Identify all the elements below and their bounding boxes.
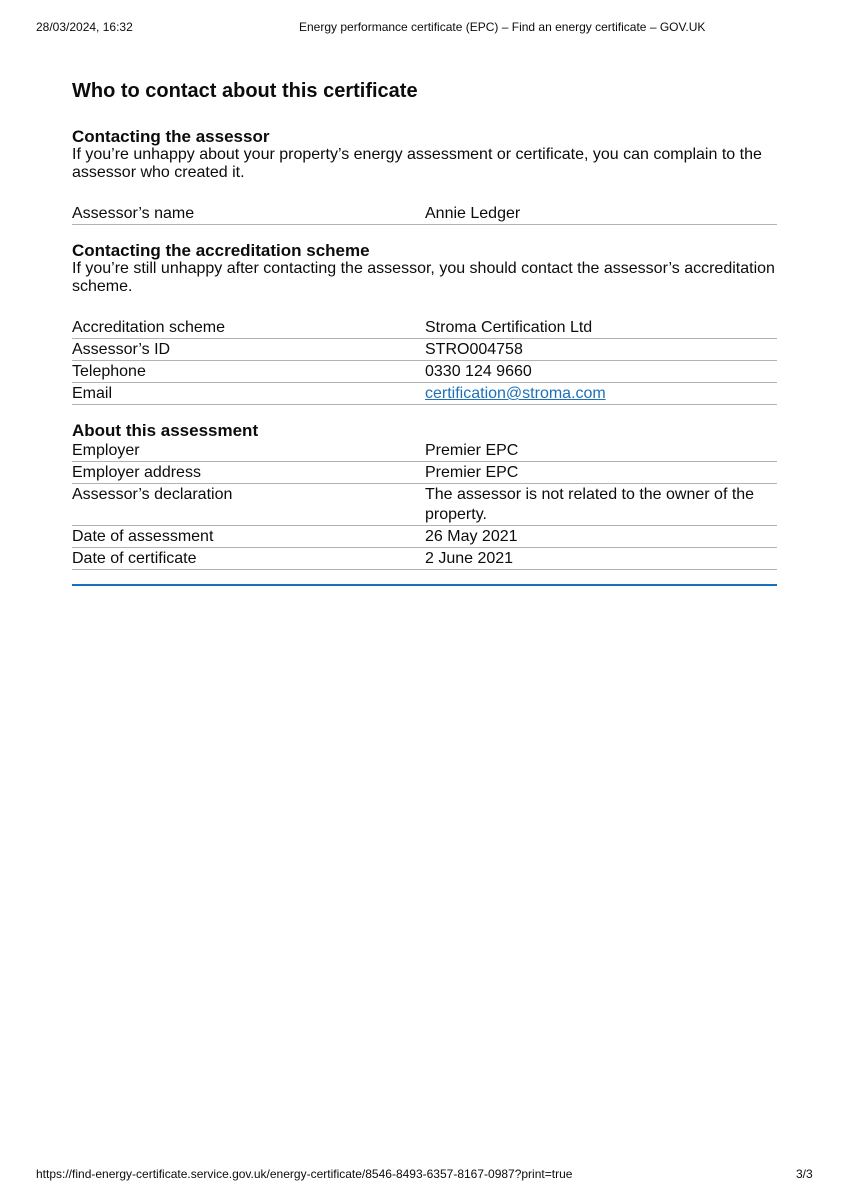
scheme-section bbox=[72, 241, 777, 405]
scheme-section-heading: Contacting the accreditation scheme bbox=[72, 241, 370, 260]
summary-row-value: Premier EPC bbox=[425, 464, 519, 481]
assessor-section-heading: Contacting the assessor bbox=[72, 127, 270, 146]
summary-row-label: Assessor’s ID bbox=[72, 341, 171, 358]
summary-row-label: Date of assessment bbox=[72, 528, 214, 545]
print-page-number: 3/3 bbox=[796, 1167, 813, 1181]
summary-row-value: 2 June 2021 bbox=[425, 550, 514, 567]
summary-row-label: Telephone bbox=[72, 363, 146, 380]
summary-row-employer-address bbox=[72, 462, 777, 484]
summary-row-value: 26 May 2021 bbox=[425, 528, 518, 545]
summary-row-date-of-certificate bbox=[72, 548, 777, 570]
scheme-summary-list bbox=[72, 317, 777, 405]
summary-row-value: Stroma Certification Ltd bbox=[425, 319, 593, 336]
summary-row-email bbox=[72, 383, 777, 405]
summary-row-label: Employer bbox=[72, 442, 140, 459]
summary-row-telephone bbox=[72, 361, 777, 383]
print-datetime: 28/03/2024, 16:32 bbox=[36, 20, 133, 34]
assessment-section bbox=[72, 421, 777, 586]
assessor-section bbox=[72, 127, 777, 225]
email-link[interactable]: certification@stroma.com bbox=[425, 385, 606, 402]
summary-row-assessor-declaration bbox=[72, 484, 777, 526]
summary-row-label: Email bbox=[72, 385, 113, 402]
print-page-url: https://find-energy-certificate.service.gov.uk/energy-certificate/8546-8493-6357-8167-0987?print=true bbox=[36, 1167, 573, 1181]
summary-row-label: Assessor’s name bbox=[72, 205, 195, 222]
summary-row-accreditation-scheme bbox=[72, 317, 777, 339]
summary-row-label: Employer address bbox=[72, 464, 201, 481]
scheme-section-description: If you’re still unhappy after contacting the assessor, you should contact the assessor’s accreditation scheme. bbox=[72, 260, 775, 295]
summary-row-employer bbox=[72, 440, 777, 462]
summary-row-assessor-id bbox=[72, 339, 777, 361]
assessor-section-description: If you’re unhappy about your property’s energy assessment or certificate, you can complain to the assessor who created it. bbox=[72, 146, 762, 181]
assessor-summary-list bbox=[72, 203, 777, 225]
page-heading: Who to contact about this certificate bbox=[72, 80, 418, 102]
summary-row-value: STRO004758 bbox=[425, 341, 523, 358]
print-page-title: Energy performance certificate (EPC) – Find an energy certificate – GOV.UK bbox=[299, 20, 706, 34]
summary-row-label: Assessor’s declaration bbox=[72, 486, 233, 503]
summary-row-value: The assessor is not related to the owner of the property. bbox=[425, 486, 755, 523]
section-end-divider bbox=[72, 584, 777, 586]
summary-row-value: Annie Ledger bbox=[425, 205, 521, 222]
summary-row-label: Date of certificate bbox=[72, 550, 197, 567]
summary-row-date-of-assessment bbox=[72, 526, 777, 548]
assessment-section-heading: About this assessment bbox=[72, 421, 259, 440]
main-content bbox=[72, 76, 777, 586]
summary-row-value: 0330 124 9660 bbox=[425, 363, 532, 380]
assessment-summary-list bbox=[72, 440, 777, 570]
summary-row-assessor-name bbox=[72, 203, 777, 225]
summary-row-label: Accreditation scheme bbox=[72, 319, 225, 336]
summary-row-value: Premier EPC bbox=[425, 442, 519, 459]
